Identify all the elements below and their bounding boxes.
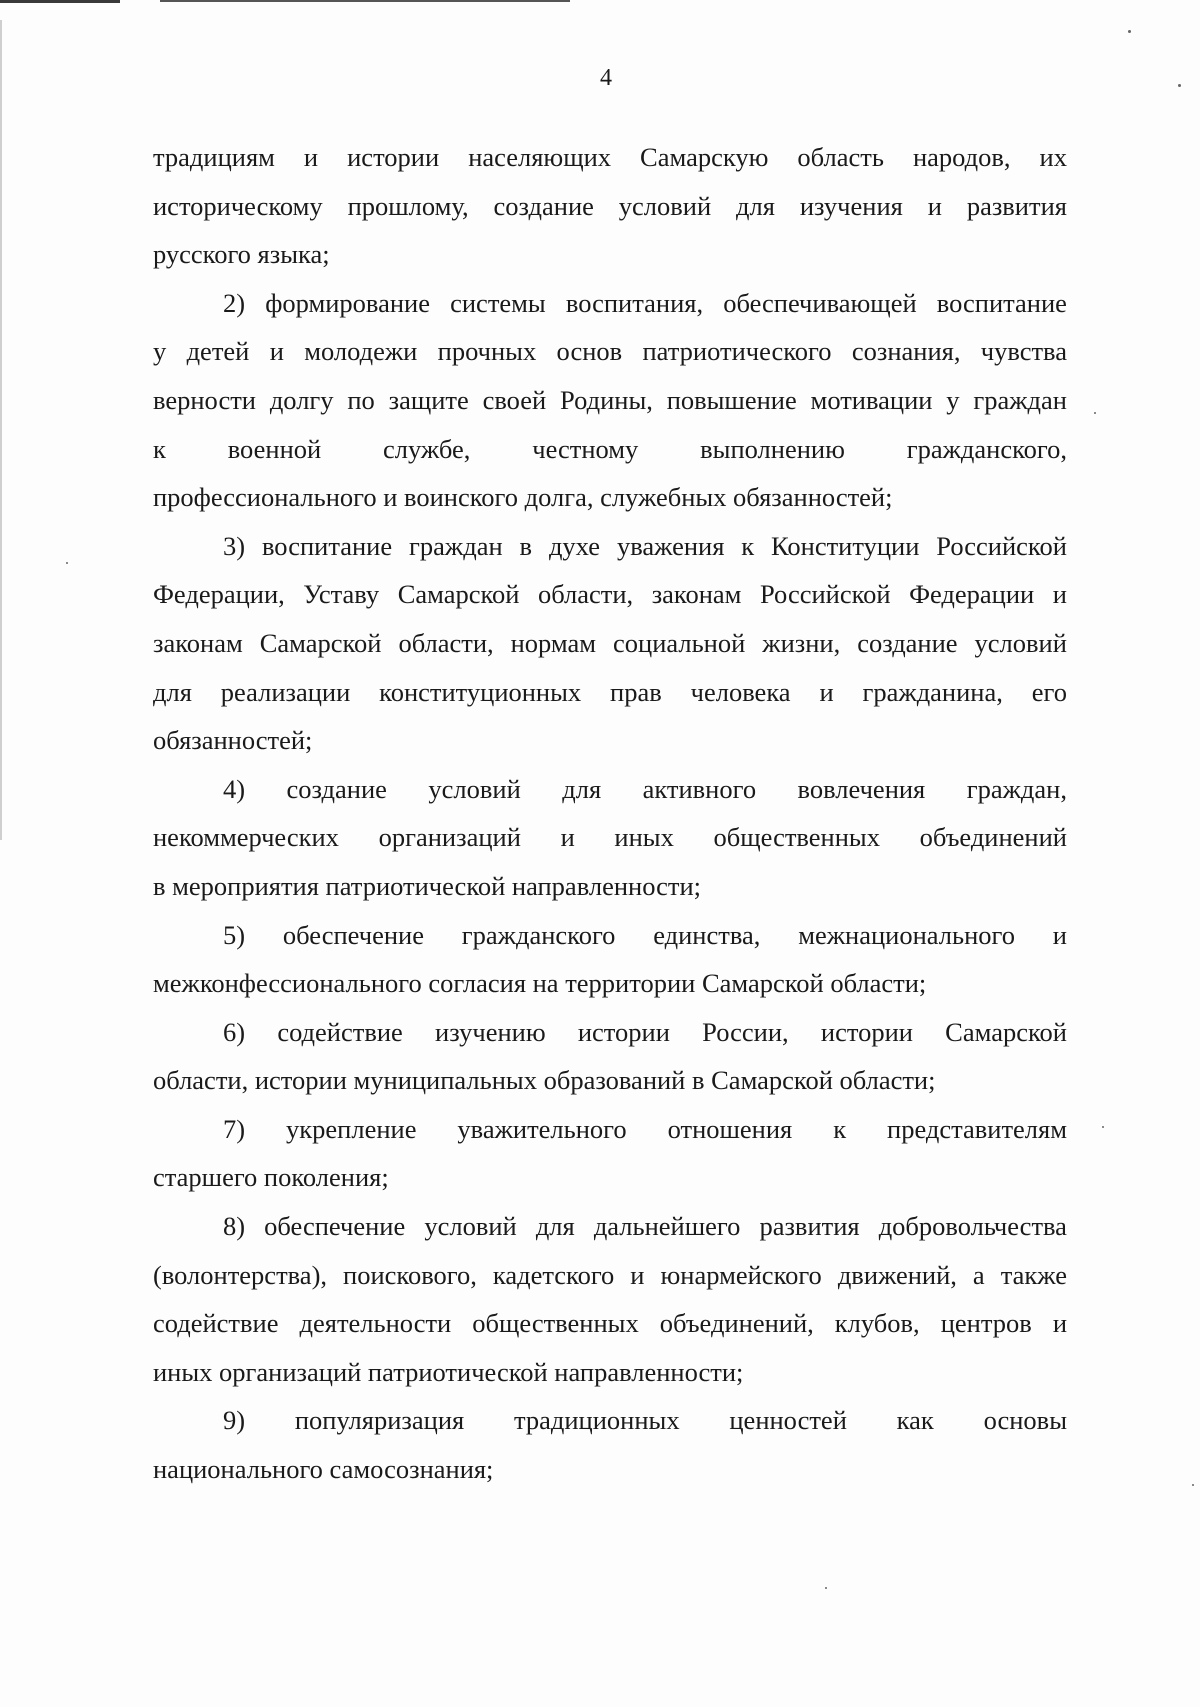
text-line: историческому прошлому, создание условий для изучения и развития (153, 190, 1067, 221)
text-line: обязанностей; (153, 725, 313, 756)
paragraph-item-6 (153, 1008, 1067, 1105)
scan-speck (1102, 1126, 1104, 1128)
scan-speck (1094, 412, 1096, 414)
text-line: 3) воспитание граждан в духе уважения к Конституции Российской (223, 530, 1067, 561)
paragraph-item-3 (153, 522, 1067, 765)
text-line: старшего поколения; (153, 1162, 389, 1193)
paragraph-item-7 (153, 1105, 1067, 1202)
text-line: в мероприятия патриотической направленности; (153, 870, 701, 901)
text-line: традициям и истории населяющих Самарскую область народов, их (153, 142, 1067, 172)
scan-speck (66, 562, 68, 564)
text-line: национального самосознания; (153, 1454, 494, 1485)
scan-speck (1192, 1484, 1194, 1486)
text-line: 8) обеспечение условий для дальнейшего развития добровольчества (223, 1211, 1067, 1242)
text-line: для реализации конституционных прав человека и гражданина, его (153, 676, 1067, 707)
text-line: области, истории муниципальных образований в Самарской области; (153, 1065, 936, 1096)
text-line: 9) популяризация традиционных ценностей как основы (223, 1405, 1067, 1436)
paragraph-item-9 (153, 1396, 1067, 1493)
text-line: Федерации, Уставу Самарской области, законам Российской Федерации и (153, 579, 1067, 610)
text-line: русского языка; (153, 239, 330, 270)
text-line: 2) формирование системы воспитания, обеспечивающей воспитание (223, 287, 1067, 318)
scan-speck (825, 1587, 827, 1589)
text-line: межконфессионального согласия на территории Самарской области; (153, 968, 927, 999)
text-line: у детей и молодежи прочных основ патриотического сознания, чувства (153, 336, 1067, 367)
text-line: к военной службе, честному выполнению гражданского, (153, 433, 1067, 464)
top-edge-rule (160, 0, 570, 2)
paragraph-item-8 (153, 1202, 1067, 1396)
text-line: иных организаций патриотической направленности; (153, 1356, 744, 1387)
text-line: 5) обеспечение гражданского единства, межнационального и (223, 919, 1067, 950)
text-line: содействие деятельности общественных объединений, клубов, центров и (153, 1308, 1067, 1339)
top-edge-rule (0, 0, 120, 3)
text-line: профессионального и воинского долга, служебных обязанностей; (153, 482, 893, 513)
text-line: 7) укрепление уважительного отношения к представителям (223, 1113, 1067, 1144)
text-line: верности долгу по защите своей Родины, повышение мотивации у граждан (153, 384, 1067, 415)
page-number: 4 (600, 65, 612, 91)
paragraph-item-5 (153, 911, 1067, 1008)
paragraph-item-4 (153, 765, 1067, 911)
document-body (153, 133, 1067, 1494)
text-line: (волонтерства), поискового, кадетского и юнармейского движений, а также (153, 1259, 1067, 1290)
text-line: 6) содействие изучению истории России, истории Самарской (223, 1016, 1067, 1047)
text-line: законам Самарской области, нормам социальной жизни, создание условий (153, 627, 1067, 658)
left-scan-edge (0, 20, 2, 840)
paragraph-item-2 (153, 279, 1067, 522)
scan-speck (1128, 30, 1131, 33)
paragraph-continuation (153, 133, 1067, 279)
text-line: 4) создание условий для активного вовлечения граждан, (223, 773, 1067, 804)
scan-speck (1178, 84, 1181, 87)
text-line: некоммерческих организаций и иных общественных объединений (153, 822, 1067, 853)
